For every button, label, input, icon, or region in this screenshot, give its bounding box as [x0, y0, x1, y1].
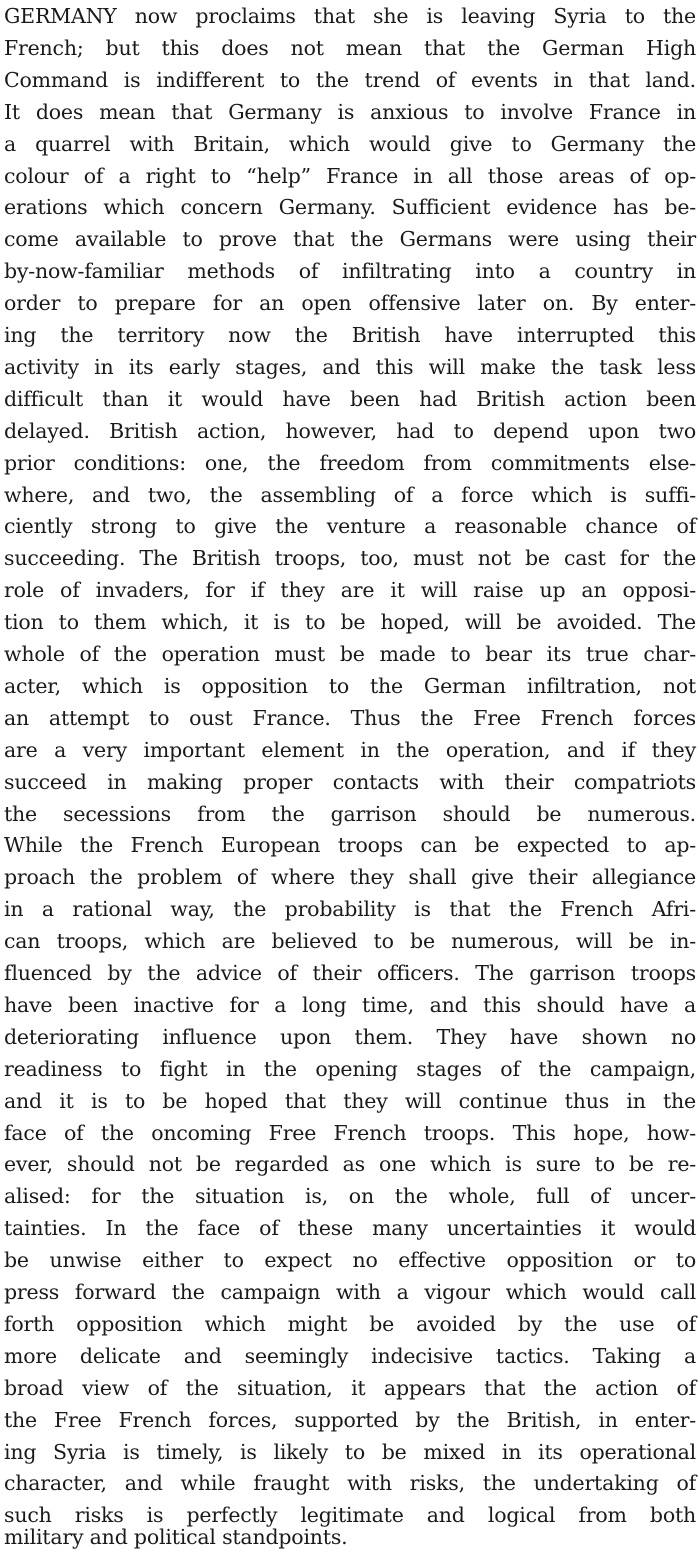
text-line: and it is to be hoped that they will continue thus in the — [4, 1088, 696, 1113]
text-line: delayed. British action, however, had to depend upon two — [4, 418, 696, 443]
text-line: colour of a right to “help” France in all those areas of op- — [4, 163, 696, 188]
text-line: the secessions from the garrison should be numerous. — [4, 801, 696, 826]
text-line: such risks is perfectly legitimate and logical from both — [4, 1503, 696, 1528]
text-line: Command is indifferent to the trend of events in that land. — [4, 67, 696, 92]
text-line: difficult than it would have been had British action been — [4, 386, 696, 411]
text-line: a quarrel with Britain, which would give to Germany the — [4, 131, 696, 156]
text-line: are a very important element in the operation, and if they — [4, 737, 696, 762]
text-line: succeeding. The British troops, too, must not be cast for the — [4, 546, 696, 571]
text-line: forth opposition which might be avoided by the use of — [4, 1311, 696, 1336]
text-line: GERMANY now proclaims that she is leaving Syria to the — [4, 4, 696, 28]
text-line: ing the territory now the British have interrupted this — [4, 323, 696, 347]
text-line: face of the oncoming Free French troops. This hope, how- — [4, 1120, 696, 1145]
text-line: It does mean that Germany is anxious to involve France in — [4, 99, 696, 124]
text-line: fluenced by the advice of their officers. The garrison troops — [4, 961, 696, 985]
text-line: While the French European troops can be expected to ap- — [4, 833, 696, 858]
text-line: can troops, which are believed to be numerous, will be in- — [4, 929, 696, 954]
text-line: character, and while fraught with risks, the undertaking of — [4, 1471, 696, 1496]
text-line: acter, which is opposition to the German infiltration, not — [4, 673, 696, 698]
text-line: be unwise either to expect no effective opposition or to — [4, 1248, 696, 1273]
article-body — [4, 0, 696, 1554]
text-line: deteriorating influence upon them. They have shown no — [4, 1024, 696, 1049]
text-line: alised: for the situation is, on the whole, full of uncer- — [4, 1184, 696, 1209]
text-line: come available to prove that the Germans were using their — [4, 227, 696, 252]
text-line: activity in its early stages, and this will make the task less — [4, 354, 696, 379]
text-line: in a rational way, the probability is that the French Afri- — [4, 897, 696, 922]
text-line: ing Syria is timely, is likely to be mixed in its operational — [4, 1439, 696, 1464]
text-line: broad view of the situation, it appears that the action of — [4, 1375, 696, 1400]
text-line: by-now-familiar methods of infiltrating into a country in — [4, 259, 696, 284]
text-line: ciently strong to give the venture a reasonable chance of — [4, 514, 696, 539]
text-line: ever, should not be regarded as one which is sure to be re- — [4, 1152, 696, 1177]
text-line: tainties. In the face of these many uncertainties it would — [4, 1216, 696, 1241]
text-line: erations which concern Germany. Sufficient evidence has be- — [4, 195, 696, 220]
text-line: role of invaders, for if they are it will raise up an opposi- — [4, 578, 696, 603]
text-line: press forward the campaign with a vigour which would call — [4, 1280, 696, 1304]
text-line: prior conditions: one, the freedom from commitments else- — [4, 450, 696, 475]
text-line: have been inactive for a long time, and this should have a — [4, 992, 696, 1017]
text-line: where, and two, the assembling of a force which is suffi- — [4, 482, 696, 507]
text-line-last: military and political standpoints. — [4, 1525, 348, 1549]
text-line: more delicate and seemingly indecisive tactics. Taking a — [4, 1343, 696, 1368]
text-line: an attempt to oust France. Thus the Free French forces — [4, 705, 696, 730]
text-line: succeed in making proper contacts with their compatriots — [4, 769, 696, 794]
text-line: order to prepare for an open offensive later on. By enter- — [4, 291, 696, 316]
text-line: readiness to fight in the opening stages of the campaign, — [4, 1056, 696, 1081]
text-line: whole of the operation must be made to bear its true char- — [4, 642, 696, 666]
text-line: the Free French forces, supported by the British, in enter- — [4, 1407, 696, 1432]
text-line: proach the problem of where they shall give their allegiance — [4, 865, 696, 890]
text-line: French; but this does not mean that the German High — [4, 35, 696, 60]
text-line: tion to them which, it is to be hoped, will be avoided. The — [4, 610, 696, 635]
